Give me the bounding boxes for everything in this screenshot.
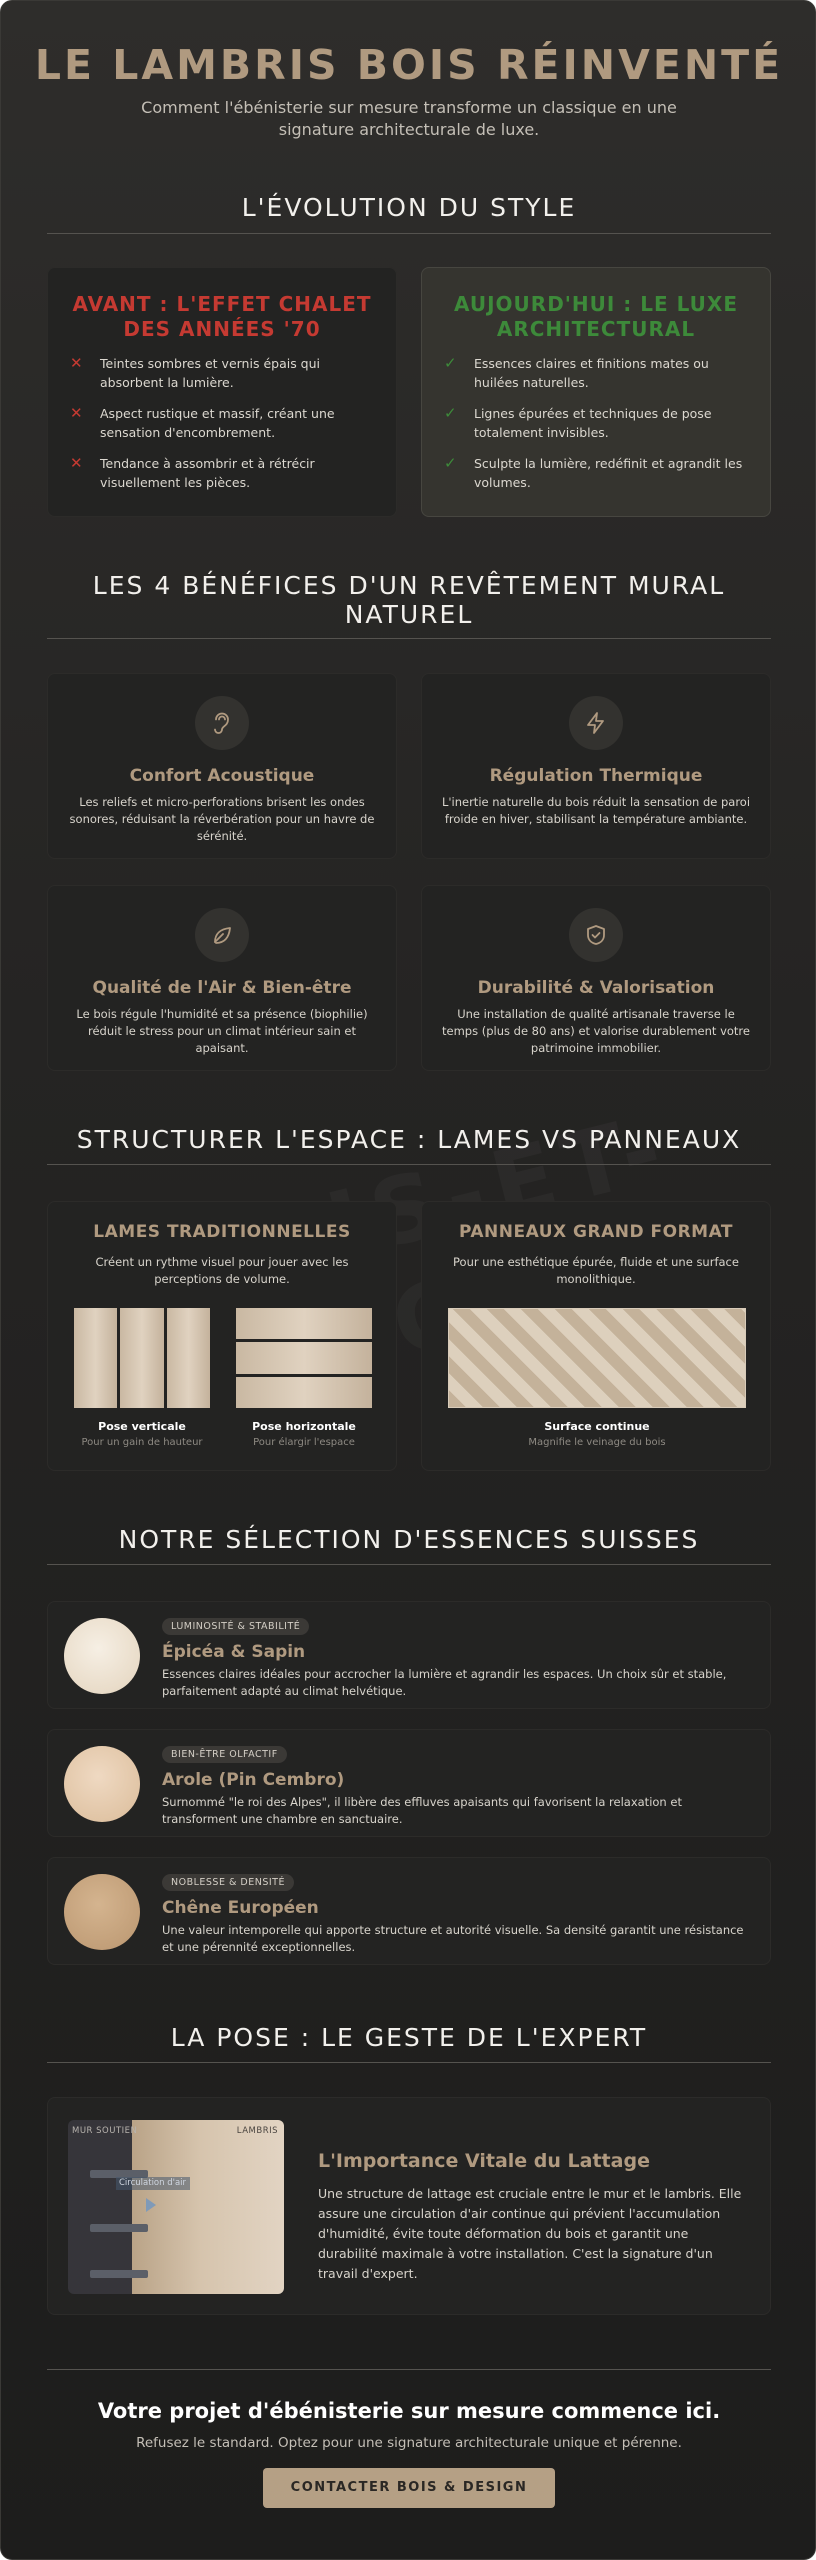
panneaux-title: PANNEAUX GRAND FORMAT: [458, 1222, 734, 1242]
benefit-card-thermique: [421, 673, 771, 859]
essence-text: Une valeur intemporelle qui apporte structure et autorité visuelle. Sa densité garantit une résistance et une pérennité exceptionnelles.: [162, 1923, 744, 1954]
panel-illustration: [448, 1308, 746, 1408]
benefit-card-acoustique: [47, 673, 397, 859]
air-label: Circulation d'air: [116, 2177, 190, 2190]
card-lattage: [47, 2097, 771, 2315]
lattage-diagram: [68, 2120, 284, 2294]
essence-text: Surnommé "le roi des Alpes", il libère des effluves apaisants qui favorisent la relaxation et transforment une chambre en sanctuaire.: [162, 1795, 682, 1826]
leaf-icon: [195, 908, 249, 962]
card-lames: [47, 1201, 397, 1471]
benefit-card-air: [47, 885, 397, 1071]
check-icon: ✓: [444, 404, 457, 422]
divider: [47, 2369, 771, 2370]
before-title: AVANT : L'EFFET CHALET DES ANNÉES '70: [72, 292, 372, 341]
divider: [47, 638, 771, 639]
panel-subcaption: Magnifie le veinage du bois: [528, 1437, 666, 1448]
wood-swatch: [64, 1746, 140, 1822]
list-item: ✓ Sculpte la lumière, redéfinit et agrandit les volumes.: [444, 454, 743, 490]
horizontal-caption: Pose horizontale: [252, 1420, 356, 1433]
shield-check-icon: [569, 908, 623, 962]
cta-title: Votre projet d'ébénisterie sur mesure commence ici.: [97, 2399, 721, 2423]
essence-card: [47, 1857, 771, 1965]
essence-badge: LUMINOSITÉ & STABILITÉ: [162, 1618, 309, 1635]
vertical-slats-illustration: [74, 1308, 210, 1408]
benefit-card-durabilite: [421, 885, 771, 1071]
essence-badge: NOBLESSE & DENSITÉ: [162, 1874, 294, 1891]
essence-title: Arole (Pin Cembro): [162, 1770, 345, 1790]
benefit-title: Régulation Thermique: [489, 766, 703, 786]
mur-label: MUR SOUTIEN: [72, 2126, 138, 2136]
batten: [90, 2224, 148, 2232]
before-list: [70, 354, 374, 504]
ear-icon: [195, 696, 249, 750]
benefit-text: Le bois régule l'humidité et sa présence (biophilie) réduit le stress pour un climat intérieur sain et apaisant.: [76, 1007, 368, 1055]
divider: [47, 1164, 771, 1165]
page-subtitle: Comment l'ébénisterie sur mesure transforme un classique en une signature architecturale de luxe.: [141, 98, 677, 139]
essence-title: Épicéa & Sapin: [162, 1642, 306, 1662]
divider: [47, 233, 771, 234]
check-icon: ✓: [444, 354, 457, 372]
page-title: LE LAMBRIS BOIS RÉINVENTÉ: [34, 41, 784, 89]
section-title-structure: STRUCTURER L'ESPACE : LAMES VS PANNEAUX: [76, 1125, 742, 1154]
cross-icon: ✕: [70, 404, 83, 422]
lames-text: Créent un rythme visuel pour jouer avec les perceptions de volume.: [95, 1255, 349, 1286]
after-list: [444, 354, 748, 504]
essence-card: [47, 1729, 771, 1837]
essence-title: Chêne Européen: [162, 1898, 319, 1918]
essence-text: Essences claires idéales pour accrocher la lumière et agrandir les espaces. Un choix sûr et stable, parfaitement adapté au climat helvétique.: [162, 1667, 727, 1698]
card-after: [421, 267, 771, 517]
vertical-subcaption: Pour un gain de hauteur: [81, 1437, 203, 1448]
panneaux-text: Pour une esthétique épurée, fluide et une surface monolithique.: [453, 1255, 739, 1286]
lambris-label: LAMBRIS: [236, 2126, 278, 2136]
after-title: AUJOURD'HUI : LE LUXE ARCHITECTURAL: [454, 292, 738, 341]
vertical-caption: Pose verticale: [98, 1420, 186, 1433]
lightning-icon: [569, 696, 623, 750]
list-item: ✕ Tendance à assombrir et à rétrécir visuellement les pièces.: [70, 454, 315, 490]
section-title-essences: NOTRE SÉLECTION D'ESSENCES SUISSES: [118, 1525, 700, 1554]
section-title-pose: LA POSE : LE GESTE DE L'EXPERT: [170, 2023, 648, 2052]
card-panneaux: [421, 1201, 771, 1471]
benefit-title: Durabilité & Valorisation: [477, 978, 715, 998]
benefit-text: Une installation de qualité artisanale traverse le temps (plus de 80 ans) et valorise durablement votre patrimoine immobilier.: [442, 1007, 750, 1055]
lattage-title: L'Importance Vitale du Lattage: [318, 2150, 650, 2172]
divider: [47, 2062, 771, 2063]
cta-subtitle: Refusez le standard. Optez pour une signature architecturale unique et pérenne.: [136, 2435, 682, 2451]
benefit-title: Qualité de l'Air & Bien-être: [92, 978, 352, 998]
cross-icon: ✕: [70, 454, 83, 472]
benefit-text: Les reliefs et micro-perforations brisent les ondes sonores, réduisant la réverbération pour un havre de sérénité.: [69, 795, 375, 843]
essence-badge: BIEN-ÊTRE OLFACTIF: [162, 1746, 287, 1763]
airflow-arrow-icon: [146, 2198, 156, 2212]
list-item: ✕ Aspect rustique et massif, créant une sensation d'encombrement.: [70, 404, 335, 440]
horizontal-subcaption: Pour élargir l'espace: [253, 1437, 355, 1448]
contact-button[interactable]: CONTACTER BOIS & DESIGN: [263, 2468, 555, 2508]
wood-swatch: [64, 1618, 140, 1694]
card-before: [47, 267, 397, 517]
lattage-text: Une structure de lattage est cruciale entre le mur et le lambris. Elle assure une circulation d'air continue qui prévient l'accumulation d'humidité, évite toute déformation du bois et garantit une durabilité maximale à votre installation. C'est la signature d'un travail d'expert.: [318, 2186, 742, 2281]
list-item: ✓ Lignes épurées et techniques de pose totalement invisibles.: [444, 404, 712, 440]
section-title-evolution: L'ÉVOLUTION DU STYLE: [241, 193, 577, 222]
divider: [47, 1564, 771, 1565]
lames-title: LAMES TRADITIONNELLES: [93, 1222, 351, 1242]
wood-swatch: [64, 1874, 140, 1950]
list-item: ✕ Teintes sombres et vernis épais qui absorbent la lumière.: [70, 354, 321, 390]
essence-card: [47, 1601, 771, 1709]
section-title-benefits: LES 4 BÉNÉFICES D'UN REVÊTEMENT MURAL NATUREL: [92, 571, 726, 629]
benefit-title: Confort Acoustique: [129, 766, 315, 786]
horizontal-slats-illustration: [236, 1308, 372, 1408]
list-item: ✓ Essences claires et finitions mates ou huilées naturelles.: [444, 354, 709, 390]
cross-icon: ✕: [70, 354, 83, 372]
benefit-text: L'inertie naturelle du bois réduit la sensation de paroi froide en hiver, stabilisant la température ambiante.: [441, 795, 751, 826]
panel-caption: Surface continue: [544, 1420, 650, 1433]
check-icon: ✓: [444, 454, 457, 472]
batten: [90, 2270, 148, 2278]
